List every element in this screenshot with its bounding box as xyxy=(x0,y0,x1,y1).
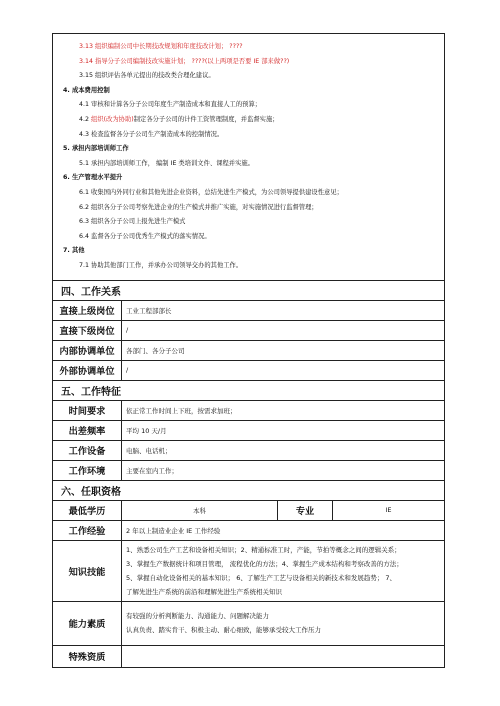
special-row xyxy=(53,645,445,667)
item-text: 制定各分子公司的计件工资管理制度，并监督实施； xyxy=(133,115,279,123)
feature-value: 主要在室内工作； xyxy=(122,460,445,480)
responsibility-heading: 6. 生产管理水平提升 xyxy=(63,174,123,182)
relation-row xyxy=(53,320,445,340)
relation-label: 直接下级岗位 xyxy=(53,320,122,340)
section-title: 四、工作关系 xyxy=(53,280,445,300)
skill-line: 了解先进生产系统的前沿和理解先进生产系统相关知识 xyxy=(126,587,282,596)
responsibility-item: 6.3 组织各分子公司上报先进生产模式 xyxy=(79,218,186,226)
responsibilities-cell xyxy=(53,34,445,281)
responsibility-item: 3.15 组织评估各单元提出的技改类合理化建议。 xyxy=(79,72,215,80)
job-description-table xyxy=(52,33,445,668)
feature-value: 平均 10 天/月 xyxy=(122,420,445,440)
education-value: 本科 xyxy=(122,500,278,520)
skills-row xyxy=(53,540,445,601)
feature-label: 出差频率 xyxy=(53,420,122,440)
feature-value: 依正常工作时间上下班，按需求加班； xyxy=(122,400,445,420)
special-value xyxy=(122,645,445,667)
responsibility-heading: 5. 承担内部培训师工作 xyxy=(63,145,129,153)
responsibilities-continued-row xyxy=(53,34,445,281)
relation-label: 内部协调单位 xyxy=(53,340,122,360)
relation-value: 工业工程部部长 xyxy=(122,300,445,320)
responsibility-heading: 4. 成本费用控制 xyxy=(63,86,110,94)
feature-label: 时间要求 xyxy=(53,400,122,420)
responsibilities-list xyxy=(63,40,434,274)
skill-line: 1、熟悉公司生产工艺和设备相关知识；2、精通标准工时，产能，节拍等概念之间的逻辑关系； xyxy=(126,545,401,554)
responsibility-item: 7.1 协助其他部门工作，并承办公司领导交办的其他工作。 xyxy=(79,261,243,269)
education-row xyxy=(53,500,445,520)
feature-row xyxy=(53,420,445,440)
relation-row xyxy=(53,360,445,380)
experience-row xyxy=(53,520,445,540)
feature-label: 工作设备 xyxy=(53,440,122,460)
job-description-document xyxy=(52,33,444,668)
responsibility-item: 5.1 承担内部培训师工作， 编制 IE 类培训文件、课程并实施。 xyxy=(79,159,254,167)
ability-line: 认真负责、踏实肯干、积极主动、耐心细致，能够承受较大工作压力 xyxy=(126,626,321,634)
section-qualifications xyxy=(53,480,445,500)
section-work-features xyxy=(53,380,445,400)
skills-label: 知识技能 xyxy=(53,540,122,601)
feature-value: 电脑、电话机； xyxy=(122,440,445,460)
feature-row xyxy=(53,400,445,420)
relation-row xyxy=(53,300,445,320)
relation-value: 各部门、各分子公司 xyxy=(122,340,445,360)
section-title: 六、任职资格 xyxy=(53,480,445,500)
relation-value: / xyxy=(122,320,445,340)
relation-label: 直接上级岗位 xyxy=(53,300,122,320)
responsibility-item: 6.1 收集国内外同行业和其他先进企业资料，总结先进生产模式，为公司领导提供建设性意见； xyxy=(79,188,343,196)
revision-note: 组织(改为协助) xyxy=(91,115,134,123)
experience-value: 2 年以上制造业企业 IE 工作经验 xyxy=(122,520,445,540)
feature-label: 工作环境 xyxy=(53,460,122,480)
skills-value xyxy=(122,540,445,601)
education-label: 最低学历 xyxy=(53,500,122,520)
responsibility-item: 4.3 检查监督各分子公司生产制造成本的控制情况。 xyxy=(79,130,224,138)
responsibility-item: 3.13 组织编制公司中长期技改规划和年度技改计划； ???? xyxy=(79,43,243,50)
responsibility-item: 4.1 审核和计算各分子公司年度生产制造成本和直接人工的预算； xyxy=(79,101,262,109)
relation-value: / xyxy=(122,360,445,380)
skill-line: 5、掌握自动化设备相关的基本知识； 6、了解生产工艺与设备相关的新技术和发展趋势； 7、 xyxy=(126,573,397,582)
major-label: 专业 xyxy=(278,500,333,520)
special-label: 特殊资质 xyxy=(53,645,122,667)
skill-line: 3、掌握生产数据统计和项目管理， 流程优化的方法；4、掌握生产成本结构和考察改善的方法； xyxy=(126,559,403,568)
relation-label: 外部协调单位 xyxy=(53,360,122,380)
relation-row xyxy=(53,340,445,360)
responsibility-item: 6.2 组织各分子公司考察先进企业的生产模式并推广实施，对实施情况进行监督管理； xyxy=(79,203,318,211)
item-number: 4.2 xyxy=(79,115,92,123)
ability-value xyxy=(122,601,445,645)
ability-row xyxy=(53,601,445,645)
feature-row xyxy=(53,460,445,480)
responsibility-heading: 7. 其他 xyxy=(63,247,85,255)
responsibility-item: 3.14 指导分子公司编制技改实施计划； ????(以上两项是否要 IE 部来做??) xyxy=(79,57,290,65)
major-value: IE xyxy=(333,500,445,520)
responsibility-item: 6.4 监督各分子公司优秀生产模式的落实情况。 xyxy=(79,232,211,240)
feature-row xyxy=(53,440,445,460)
ability-line: 有较强的分析判断能力、沟通能力、问题解决能力 xyxy=(126,612,269,620)
responsibility-item xyxy=(63,113,434,128)
section-title: 五、工作特征 xyxy=(53,380,445,400)
ability-label: 能力素质 xyxy=(53,601,122,645)
section-work-relations xyxy=(53,280,445,300)
experience-label: 工作经验 xyxy=(53,520,122,540)
